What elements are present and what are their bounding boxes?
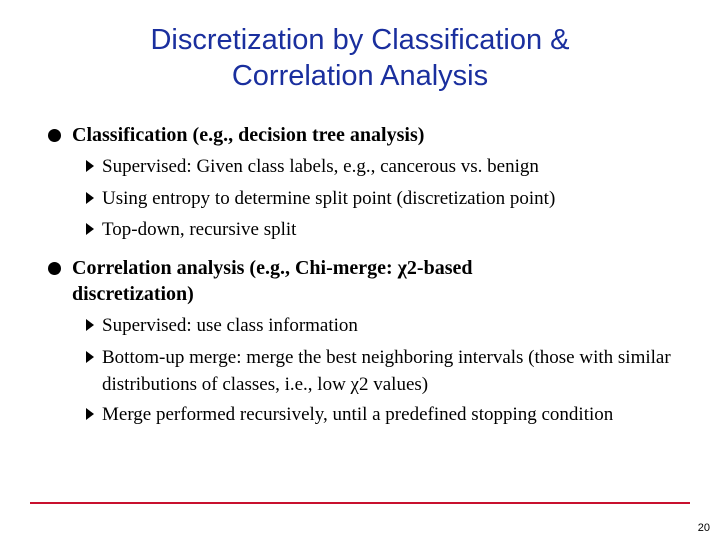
sub-bullet-text: Supervised: Given class labels, e.g., cancerous vs. benign <box>102 156 539 177</box>
sub-bullet <box>86 185 686 212</box>
bullet-correlation <box>48 255 568 307</box>
sub-bullet <box>86 344 686 398</box>
sub-bullet-text: Merge performed recursively, until a predefined stopping condition <box>102 404 614 425</box>
triangle-arrow-icon <box>86 223 94 235</box>
sub-bullet-text: Top-down, recursive split <box>102 219 297 240</box>
bullet-text: Classification (e.g., decision tree analysis) <box>72 124 425 146</box>
triangle-arrow-icon <box>86 160 94 172</box>
bullet-classification <box>48 122 688 148</box>
sub-bullet-text: Bottom-up merge: merge the best neighboring intervals (those with similar distributions of classes, i.e., low χ2 values) <box>102 347 671 395</box>
bullet-dot-icon <box>48 262 61 275</box>
sub-bullet <box>86 216 686 243</box>
bullet-dot-icon <box>48 129 61 142</box>
sub-bullet <box>86 312 686 339</box>
slide-title <box>60 22 660 94</box>
triangle-arrow-icon <box>86 319 94 331</box>
page-number: 20 <box>697 522 710 534</box>
triangle-arrow-icon <box>86 192 94 204</box>
triangle-arrow-icon <box>86 408 94 420</box>
sub-bullet <box>86 153 686 180</box>
footer-rule <box>30 502 690 504</box>
triangle-arrow-icon <box>86 351 94 363</box>
title-line-2: Correlation Analysis <box>231 60 489 92</box>
bullet-text: Correlation analysis (e.g., Chi-merge: χ2-based discretization) <box>72 257 473 305</box>
sub-bullet-text: Using entropy to determine split point (discretization point) <box>102 188 556 209</box>
title-line-1: Discretization by Classification & <box>150 24 570 56</box>
sub-bullet <box>86 401 646 428</box>
sub-bullet-text: Supervised: use class information <box>102 315 358 336</box>
